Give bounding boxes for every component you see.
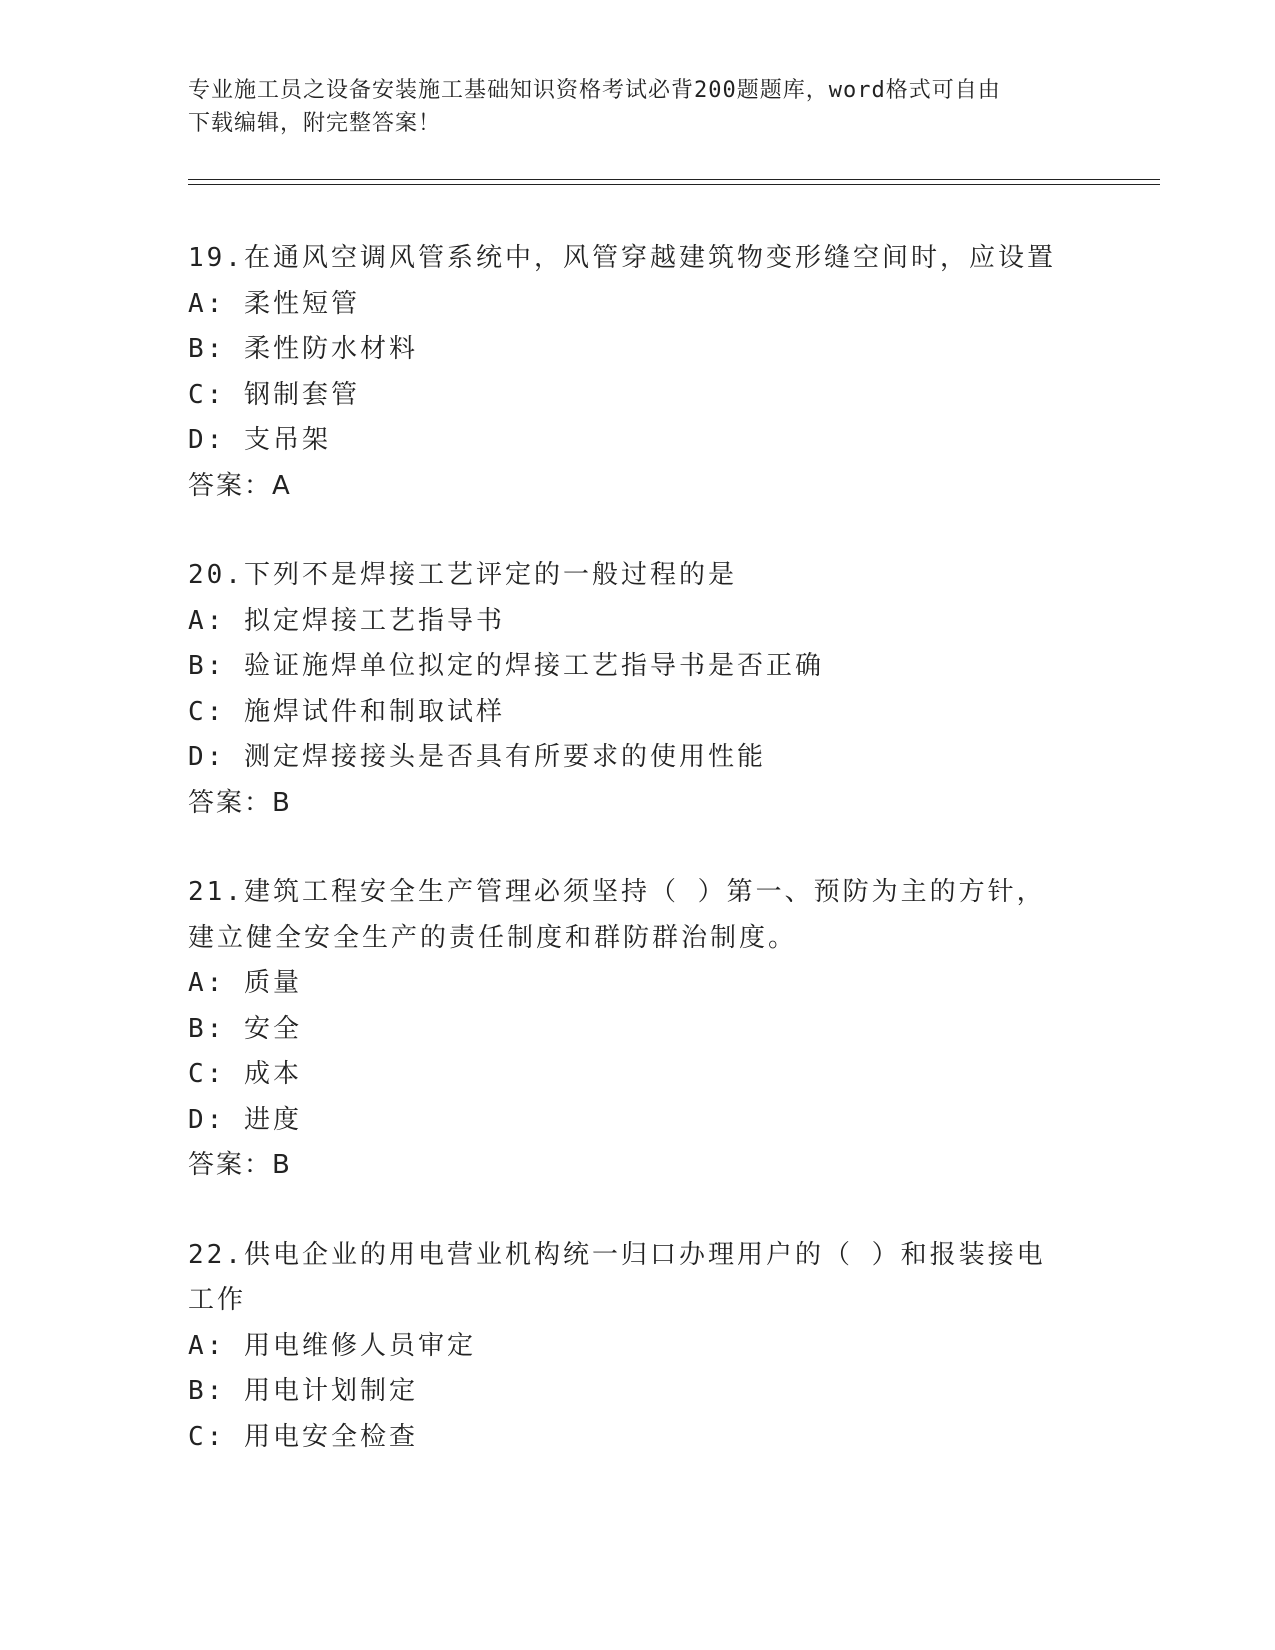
option-a: A: 用电维修人员审定 — [188, 1330, 476, 1361]
question-stem: 20.下列不是焊接工艺评定的一般过程的是 — [188, 560, 737, 590]
option-b: B: 安全 — [188, 1013, 302, 1044]
header-divider-bottom — [188, 184, 1160, 185]
header-line-2: 下载编辑，附完整答案！ — [188, 111, 442, 136]
option-b: B: 验证施焊单位拟定的焊接工艺指导书是否正确 — [188, 651, 824, 681]
answer: 答案：B — [188, 787, 292, 818]
answer: 答案：B — [188, 1150, 292, 1180]
option-b: B: 用电计划制定 — [188, 1376, 418, 1406]
question-stem: 21.建筑工程安全生产管理必须坚持（ ）第一、预防为主的方针，建立健全安全生产的责任制度和群防群治制度。 — [188, 877, 1046, 953]
question-list — [188, 236, 1068, 1504]
question-22 — [188, 1233, 1068, 1461]
option-d: D: 支吊架 — [188, 425, 331, 455]
option-c: C: 用电安全检查 — [188, 1421, 418, 1452]
option-d: D: 测定焊接接头是否具有所要求的使用性能 — [188, 742, 766, 772]
answer: 答案：A — [188, 470, 292, 501]
header-divider-top — [188, 179, 1160, 180]
option-c: C: 施焊试件和制取试样 — [188, 696, 505, 727]
question-20 — [188, 553, 1068, 826]
document-header — [188, 74, 1088, 140]
question-19 — [188, 236, 1068, 509]
option-d: D: 进度 — [188, 1104, 302, 1135]
option-c: C: 钢制套管 — [188, 379, 360, 410]
option-a: A: 质量 — [188, 968, 302, 998]
option-c: C: 成本 — [188, 1059, 302, 1089]
option-b: B: 柔性防水材料 — [188, 334, 418, 364]
option-a: A: 柔性短管 — [188, 288, 360, 319]
header-line-1: 专业施工员之设备安装施工基础知识资格考试必背200题题库，word格式可自由 — [188, 78, 1001, 103]
option-a: A: 拟定焊接工艺指导书 — [188, 605, 505, 636]
question-stem: 22.供电企业的用电营业机构统一归口办理用户的（ ）和报装接电工作 — [188, 1239, 1046, 1315]
question-stem: 19.在通风空调风管系统中，风管穿越建筑物变形缝空间时，应设置 — [188, 243, 1056, 273]
question-21 — [188, 870, 1068, 1189]
